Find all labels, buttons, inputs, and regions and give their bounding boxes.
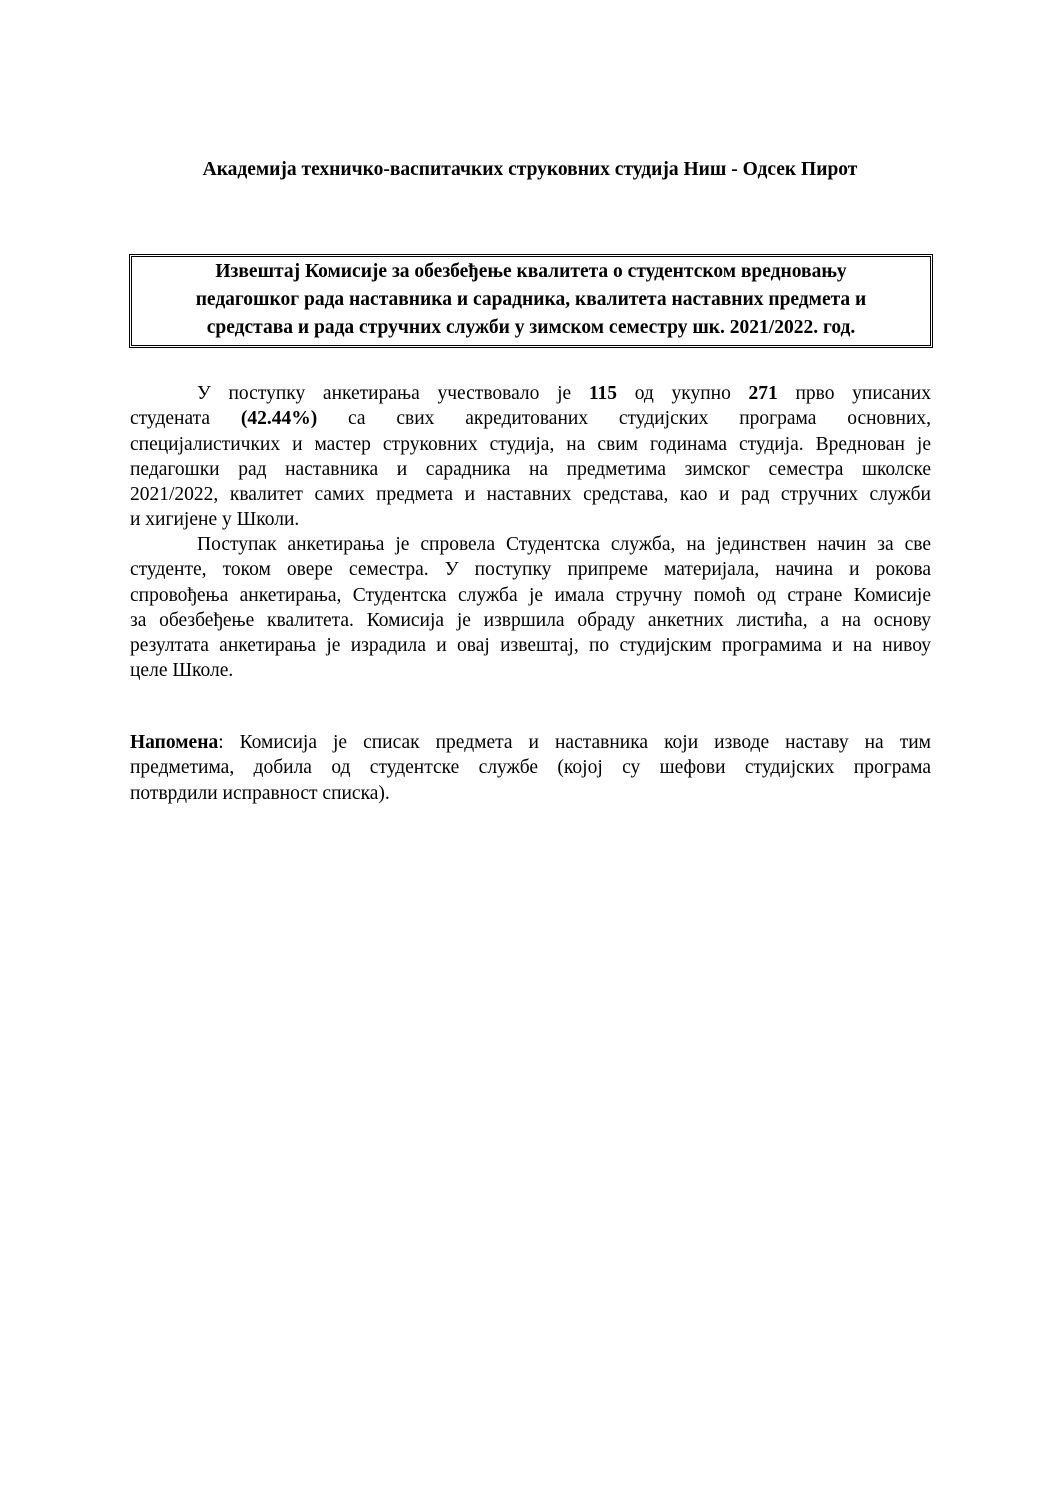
paragraph-line: и хигијене у Школи. <box>130 509 300 531</box>
report-title-line-1: Извештај Комисије за обезбеђење квалитета о студентском вредновању <box>215 261 847 282</box>
paragraph-line: специјалистичких и мастер струковних студија, на свим годинама студија. Вреднован је <box>130 433 931 455</box>
text-segment: студената <box>130 408 241 430</box>
text-segment: : Комисија је списак предмета и наставника који изводе наставу на тим <box>218 732 931 753</box>
paragraph-line: студенте, током овере семестра. У поступку припреме материјала, начина и рокова <box>130 559 931 581</box>
text-segment: Поступак анкетирања је спровела Студентска служба, на јединствен начин за све <box>197 534 931 555</box>
paragraph-participation <box>130 381 931 533</box>
paragraph-line <box>130 730 931 755</box>
participants-count: 115 <box>588 383 618 404</box>
text-segment: У поступку анкетирања учествовало је <box>197 383 589 404</box>
paragraph-line: целе Школе. <box>130 660 234 682</box>
report-title-line-2: педагошког рада наставника и сарадника, квалитета наставних предмета и <box>195 289 867 310</box>
note-paragraph <box>130 730 931 806</box>
participation-percent: (42.44%) <box>240 408 318 430</box>
paragraph-line: предметима, добила од студентске службе (којој су шефови студијских програма <box>130 757 931 779</box>
paragraph-line: спровођења анкетирања, Студентска служба је имала стручну помоћ од стране Комисије <box>130 584 931 606</box>
paragraph-procedure <box>130 532 931 684</box>
text-segment: прво уписаних <box>777 383 931 404</box>
report-title-line-3: средстава и рада стручних служби у зимском семестру шк. 2021/2022. год. <box>206 317 856 338</box>
paragraph-line: резултата анкетирања је израдила и овај извештај, по студијским програмима и на нивоу <box>130 635 931 657</box>
paragraph-line: 2021/2022, квалитет самих предмета и наставних средстава, као и рад стручних служби <box>130 484 931 506</box>
paragraph-line: потврдили исправност списка). <box>130 782 390 804</box>
text-segment: од укупно <box>617 383 749 404</box>
paragraph-line: за обезбеђење квалитета. Комисија је извршила обраду анкетних листића, а на основу <box>130 609 931 631</box>
institution-heading: Академија техничко-васпитачких струковних студија Ниш - Одсек Пирот <box>202 159 858 180</box>
note-label: Напомена <box>130 732 219 753</box>
report-title-box <box>129 254 933 348</box>
paragraph-line: педагошки рад наставника и сарадника на предметима зимског семестра школске <box>130 458 931 480</box>
paragraph-line <box>130 406 931 431</box>
paragraph-line <box>130 532 931 557</box>
text-segment: са свих акредитованих студијских програма основних, <box>317 408 931 430</box>
paragraph-line <box>130 381 931 406</box>
total-count: 271 <box>748 383 778 404</box>
